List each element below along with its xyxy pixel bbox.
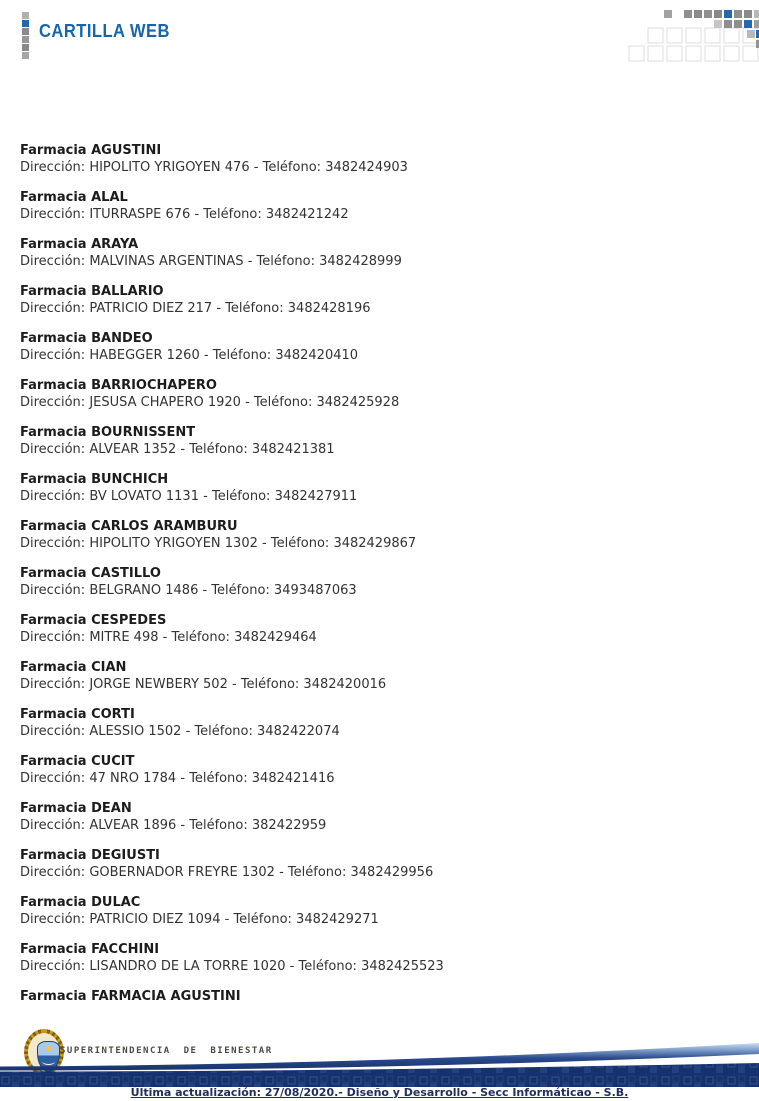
address-value: ALESSIO 1502 — [89, 724, 182, 739]
direccion-label: Dirección: — [20, 160, 86, 175]
address-value: MITRE 498 — [89, 630, 159, 645]
pharmacy-entry — [20, 565, 749, 599]
brand-square — [22, 52, 29, 59]
separator: - — [194, 207, 200, 222]
direccion-label: Dirección: — [20, 348, 86, 363]
farmacia-label: Farmacia — [20, 848, 87, 863]
pharmacy-details — [20, 488, 749, 505]
separator: - — [162, 630, 168, 645]
telefono-label: Teléfono: — [203, 207, 262, 222]
pharmacy-name — [20, 706, 749, 723]
telefono-label: Teléfono: — [287, 865, 347, 880]
pharmacy-details — [20, 206, 749, 223]
direccion-label: Dirección: — [20, 301, 86, 316]
pharmacy-name — [20, 236, 749, 253]
phone-value: 3482428999 — [319, 254, 402, 269]
pharmacy-name — [20, 894, 749, 911]
telefono-label: Teléfono: — [211, 583, 270, 598]
pharmacy-details — [20, 535, 749, 552]
pharmacy-name-value: FARMACIA AGUSTINI — [91, 989, 241, 1004]
separator: - — [253, 160, 259, 175]
phone-value: 3482420410 — [275, 348, 359, 363]
pharmacy-name-value: DEAN — [91, 801, 132, 816]
pharmacy-details — [20, 770, 749, 787]
phone-value: 3482427911 — [274, 489, 358, 504]
address-value: GOBERNADOR FREYRE 1302 — [89, 865, 275, 880]
pharmacy-name — [20, 142, 749, 159]
pharmacy-details — [20, 300, 749, 317]
farmacia-label: Farmacia — [20, 190, 87, 205]
telefono-label: Teléfono: — [189, 442, 248, 457]
address-value: HIPOLITO YRIGOYEN 1302 — [89, 536, 258, 551]
address-value: JORGE NEWBERY 502 — [89, 677, 228, 692]
header-mosaic-decoration — [620, 4, 759, 62]
direccion-label: Dirección: — [20, 630, 86, 645]
pharmacy-name-value: BALLARIO — [91, 284, 164, 299]
separator: - — [180, 442, 186, 457]
telefono-label: Teléfono: — [189, 771, 248, 786]
pharmacy-entry — [20, 800, 749, 834]
pharmacy-name-value: AGUSTINI — [91, 143, 162, 158]
address-value: JESUSA CHAPERO 1920 — [89, 395, 241, 410]
direccion-label: Dirección: — [20, 818, 86, 833]
address-value: 47 NRO 1784 — [89, 771, 177, 786]
telefono-label: Teléfono: — [233, 912, 292, 927]
pharmacy-entry — [20, 659, 749, 693]
separator: - — [247, 254, 253, 269]
pharmacy-details — [20, 253, 749, 270]
pharmacy-entry — [20, 142, 749, 176]
pharmacy-name-value: ARAYA — [91, 237, 139, 252]
direccion-label: Dirección: — [20, 771, 86, 786]
brand-squares-icon — [22, 12, 29, 60]
phone-value: 3482421416 — [251, 771, 335, 786]
farmacia-label: Farmacia — [20, 613, 87, 628]
farmacia-label: Farmacia — [20, 472, 87, 487]
pharmacy-entry — [20, 424, 749, 458]
direccion-label: Dirección: — [20, 583, 86, 598]
pharmacy-name — [20, 189, 749, 206]
telefono-label: Teléfono: — [189, 818, 248, 833]
pharmacy-name-value: CORTI — [91, 707, 135, 722]
pharmacy-details — [20, 394, 749, 411]
pharmacy-name-value: CASTILLO — [91, 566, 161, 581]
brand-square — [22, 44, 29, 51]
pharmacy-entry — [20, 847, 749, 881]
address-value: PATRICIO DIEZ 1094 — [89, 912, 221, 927]
pharmacy-list — [20, 142, 749, 1018]
telefono-label: Teléfono: — [211, 489, 271, 504]
farmacia-label: Farmacia — [20, 331, 87, 346]
separator: - — [185, 724, 191, 739]
direccion-label: Dirección: — [20, 395, 86, 410]
farmacia-label: Farmacia — [20, 801, 87, 816]
telefono-label: Teléfono: — [256, 254, 315, 269]
pharmacy-name-value: BANDEO — [91, 331, 153, 346]
pharmacy-details — [20, 958, 749, 975]
pharmacy-entry — [20, 189, 749, 223]
pharmacy-entry — [20, 988, 749, 1005]
phone-value: 3482420016 — [303, 677, 387, 692]
separator: - — [262, 536, 267, 551]
footer-org-name: SUPERINTENDENCIA DE BIENESTAR — [60, 1046, 273, 1056]
pharmacy-entry — [20, 612, 749, 646]
farmacia-label: Farmacia — [20, 942, 87, 957]
direccion-label: Dirección: — [20, 489, 86, 504]
pharmacy-name — [20, 612, 749, 629]
farmacia-label: Farmacia — [20, 989, 87, 1004]
pharmacy-name — [20, 659, 749, 676]
direccion-label: Dirección: — [20, 207, 86, 222]
pharmacy-details — [20, 817, 749, 834]
address-value: ALVEAR 1352 — [89, 442, 177, 457]
pharmacy-name — [20, 330, 749, 347]
address-value: LISANDRO DE LA TORRE 1020 — [89, 959, 286, 974]
brand-square — [22, 28, 29, 35]
direccion-label: Dirección: — [20, 724, 86, 739]
footer-swoosh-decoration — [0, 1040, 759, 1088]
pharmacy-details — [20, 347, 749, 364]
telefono-label: Teléfono: — [212, 348, 272, 363]
pharmacy-name — [20, 283, 749, 300]
address-value: HABEGGER 1260 — [89, 348, 200, 363]
telefono-label: Teléfono: — [240, 677, 300, 692]
separator: - — [203, 489, 208, 504]
farmacia-label: Farmacia — [20, 519, 87, 534]
phone-value: 382422959 — [251, 818, 327, 833]
footer-swoosh-icon — [0, 1040, 759, 1088]
pharmacy-name-value: CUCIT — [91, 754, 135, 769]
phone-value: 3482422074 — [257, 724, 340, 739]
telefono-label: Teléfono: — [225, 301, 284, 316]
pharmacy-entry — [20, 283, 749, 317]
farmacia-label: Farmacia — [20, 284, 87, 299]
separator: - — [289, 959, 295, 974]
pharmacy-entry — [20, 753, 749, 787]
pharmacy-name — [20, 941, 749, 958]
brand-square — [22, 36, 29, 43]
phone-value: 3482429867 — [333, 536, 417, 551]
separator: - — [224, 912, 230, 927]
pharmacy-name-value: CIAN — [91, 660, 127, 675]
pharmacy-name — [20, 377, 749, 394]
address-value: BELGRANO 1486 — [89, 583, 199, 598]
pharmacy-name — [20, 565, 749, 582]
pharmacy-entry — [20, 330, 749, 364]
pharmacy-entry — [20, 518, 749, 552]
address-value: PATRICIO DIEZ 217 — [89, 301, 213, 316]
pharmacy-details — [20, 582, 749, 599]
separator: - — [279, 865, 284, 880]
pharmacy-details — [20, 864, 749, 881]
address-value: BV LOVATO 1131 — [89, 489, 199, 504]
telefono-label: Teléfono: — [253, 395, 313, 410]
pharmacy-name-value: BOURNISSENT — [91, 425, 196, 440]
direccion-label: Dirección: — [20, 254, 86, 269]
farmacia-label: Farmacia — [20, 754, 87, 769]
phone-value: 3482421242 — [265, 207, 349, 222]
phone-value: 3482424903 — [325, 160, 408, 175]
address-value: ITURRASPE 676 — [89, 207, 191, 222]
address-value: MALVINAS ARGENTINAS — [89, 254, 244, 269]
separator: - — [180, 771, 186, 786]
pharmacy-name — [20, 518, 749, 535]
separator: - — [216, 301, 222, 316]
phone-value: 3482428196 — [287, 301, 371, 316]
pharmacy-name — [20, 988, 749, 1005]
phone-value: 3482429956 — [350, 865, 434, 880]
pharmacy-name-value: BARRIOCHAPERO — [91, 378, 217, 393]
separator: - — [180, 818, 186, 833]
pharmacy-details — [20, 723, 749, 740]
pharmacy-entry — [20, 471, 749, 505]
pharmacy-details — [20, 159, 749, 176]
separator: - — [245, 395, 250, 410]
direccion-label: Dirección: — [20, 912, 86, 927]
phone-value: 3493487063 — [273, 583, 357, 598]
farmacia-label: Farmacia — [20, 378, 87, 393]
direccion-label: Dirección: — [20, 536, 86, 551]
pharmacy-name-value: CARLOS ARAMBURU — [91, 519, 238, 534]
pharmacy-name-value: ALAL — [91, 190, 128, 205]
farmacia-label: Farmacia — [20, 143, 87, 158]
farmacia-label: Farmacia — [20, 425, 87, 440]
address-value: HIPOLITO YRIGOYEN 476 — [89, 160, 250, 175]
pharmacy-details — [20, 629, 749, 646]
farmacia-label: Farmacia — [20, 660, 87, 675]
pharmacy-name-value: CESPEDES — [91, 613, 167, 628]
farmacia-label: Farmacia — [20, 707, 87, 722]
phone-value: 3482429271 — [296, 912, 379, 927]
pharmacy-name-value: FACCHINI — [91, 942, 160, 957]
pharmacy-details — [20, 911, 749, 928]
pharmacy-name — [20, 753, 749, 770]
pharmacy-name-value: BUNCHICH — [91, 472, 169, 487]
telefono-label: Teléfono: — [262, 160, 322, 175]
phone-value: 3482425928 — [316, 395, 400, 410]
direccion-label: Dirección: — [20, 865, 86, 880]
telefono-label: Teléfono: — [171, 630, 230, 645]
pharmacy-entry — [20, 236, 749, 270]
pharmacy-name — [20, 800, 749, 817]
page-title: CARTILLA WEB — [39, 21, 170, 41]
pharmacy-entry — [20, 706, 749, 740]
separator: - — [202, 583, 208, 598]
farmacia-label: Farmacia — [20, 895, 87, 910]
last-update-text: Última actualización: 27/08/2020.- Diseño y Desarrollo - Secc Informáticao - S.B. — [130, 1086, 629, 1099]
phone-value: 3482425523 — [361, 959, 444, 974]
farmacia-label: Farmacia — [20, 237, 87, 252]
phone-value: 3482429464 — [234, 630, 317, 645]
pharmacy-name — [20, 424, 749, 441]
pharmacy-name-value: DEGIUSTI — [91, 848, 160, 863]
direccion-label: Dirección: — [20, 442, 86, 457]
pharmacy-entry — [20, 894, 749, 928]
pharmacy-name-value: DULAC — [91, 895, 141, 910]
direccion-label: Dirección: — [20, 677, 86, 692]
separator: - — [231, 677, 237, 692]
pharmacy-name — [20, 847, 749, 864]
brand-square-blue — [22, 20, 29, 27]
separator: - — [203, 348, 209, 363]
pharmacy-details — [20, 676, 749, 693]
telefono-label: Teléfono: — [298, 959, 357, 974]
phone-value: 3482421381 — [251, 442, 335, 457]
telefono-label: Teléfono: — [270, 536, 330, 551]
pharmacy-name — [20, 471, 749, 488]
farmacia-label: Farmacia — [20, 566, 87, 581]
mosaic-squares-icon — [620, 4, 759, 62]
telefono-label: Teléfono: — [194, 724, 253, 739]
direccion-label: Dirección: — [20, 959, 86, 974]
pharmacy-details — [20, 441, 749, 458]
address-value: ALVEAR 1896 — [89, 818, 177, 833]
pharmacy-entry — [20, 941, 749, 975]
brand-square — [22, 12, 29, 19]
pharmacy-entry — [20, 377, 749, 411]
